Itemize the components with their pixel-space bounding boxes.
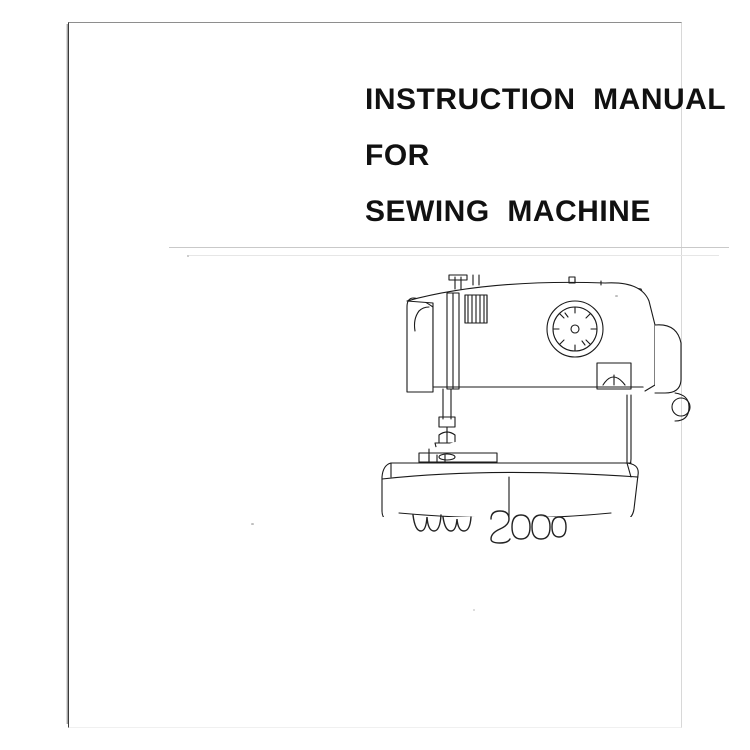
page-title-line-3: SEWING MACHINE — [365, 195, 651, 228]
sewing-machine-illustration — [369, 267, 699, 517]
scan-speck — [473, 609, 475, 611]
page-title-line-1: INSTRUCTION MANUAL — [365, 83, 727, 116]
page-title-line-2: FOR — [365, 139, 430, 172]
manual-cover-sheet — [68, 22, 727, 728]
scan-speck — [187, 255, 189, 257]
cover-title-block — [365, 85, 725, 227]
handwritten-model-note — [407, 507, 567, 547]
horizontal-rule — [169, 247, 729, 248]
scan-speck — [615, 295, 618, 297]
horizontal-rule-faint — [189, 255, 719, 256]
scan-speck — [251, 523, 254, 525]
